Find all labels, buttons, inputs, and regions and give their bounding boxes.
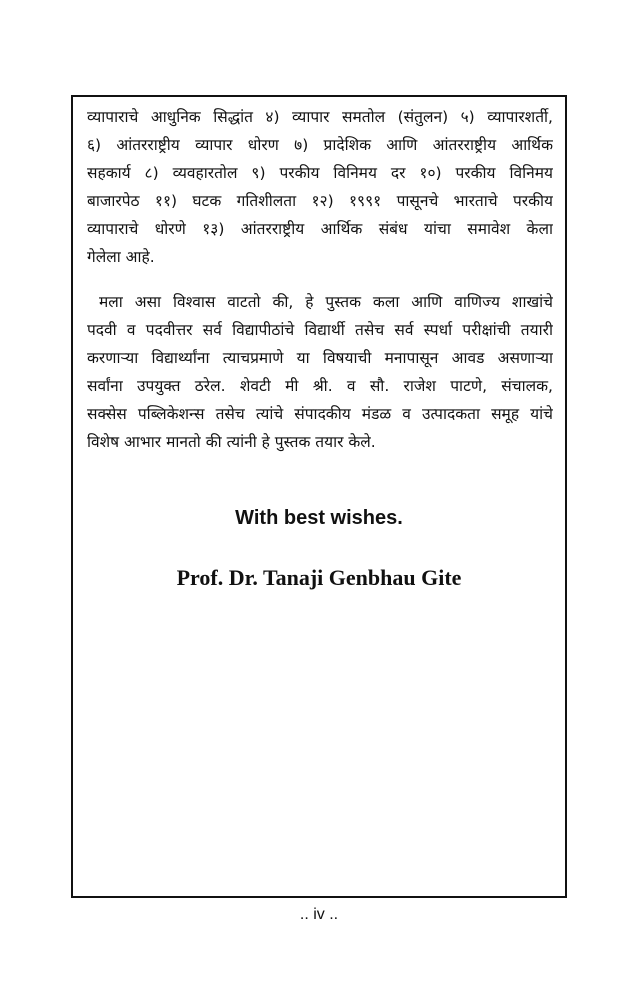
- page-number: .. iv ..: [299, 906, 339, 923]
- author-name: Prof. Dr. Tanaji Genbhau Gite: [176, 565, 462, 590]
- text-line: सर्वांना उपयुक्त ठरेल. शेवटी मी श्री. व सौ. राजेश पाटणे, संचालक,: [87, 377, 553, 395]
- closing-wishes: With best wishes.: [235, 507, 403, 529]
- paragraph-topics: [87, 103, 553, 271]
- text-line: सक्सेस पब्लिकेशन्स तसेच त्यांचे संपादकीय मंडळ व उत्पादकता समूह यांचे: [87, 405, 553, 423]
- text-line: पदवी व पदवीत्तर सर्व विद्यापीठांचे विद्यार्थी तसेच सर्व स्पर्धा परीक्षांची तयारी: [87, 321, 553, 339]
- text-line: व्यापाराचे आधुनिक सिद्धांत ४) व्यापार समतोल (संतुलन) ५) व्यापारशर्ती,: [87, 108, 553, 126]
- text-line: बाजारपेठ ११) घटक गतिशीलता १२) १९९१ पासूनचे भारताचे परकीय: [87, 192, 553, 210]
- text-line: सहकार्य ८) व्यवहारतोल ९) परकीय विनिमय दर १०) परकीय विनिमय: [87, 164, 553, 182]
- text-line: करणाऱ्या विद्यार्थ्यांना त्याचप्रमाणे या विषयाची मनापासून आवड असणाऱ्या: [87, 349, 553, 367]
- text-line: गेलेला आहे.: [87, 248, 155, 266]
- text-line: ६) आंतरराष्ट्रीय व्यापार धोरण ७) प्रादेशिक आणि आंतरराष्ट्रीय आर्थिक: [87, 136, 553, 154]
- page-frame: [71, 95, 567, 898]
- text-line: विशेष आभार मानतो की त्यांनी हे पुस्तक तयार केले.: [87, 433, 376, 451]
- paragraph-acknowledgement: [87, 288, 553, 456]
- text-line: व्यापाराचे धोरणे १३) आंतरराष्ट्रीय आर्थिक संबंध यांचा समावेश केला: [87, 220, 553, 238]
- text-line: मला असा विश्वास वाटतो की, हे पुस्तक कला आणि वाणिज्य शाखांचे: [99, 293, 553, 311]
